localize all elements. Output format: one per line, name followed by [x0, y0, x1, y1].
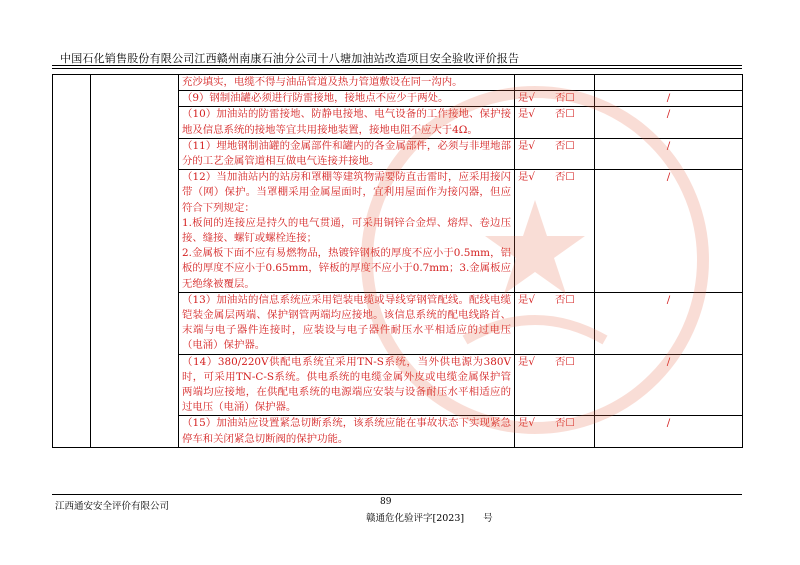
remark-slash: /	[595, 354, 743, 416]
no-checkbox: 否☐	[555, 108, 575, 121]
no-checkbox: 否☐	[555, 293, 575, 306]
result-cell	[515, 354, 595, 416]
remark-slash: /	[595, 416, 743, 447]
yes-mark: 是√	[518, 293, 536, 306]
remark-slash: /	[595, 138, 743, 169]
col-index-cell	[53, 75, 91, 448]
checklist-table	[52, 74, 743, 448]
document-reference: 赣通危化验评字[2023] 号	[366, 513, 493, 524]
no-checkbox: 否☐	[555, 417, 575, 430]
remark-slash: /	[595, 170, 743, 293]
requirement-text: （15）加油站应设置紧急切断系统，该系统应能在事故状态下实现紧急停车和关闭紧急切断阀的保护功能。	[179, 416, 515, 447]
requirement-text: （14）380/220V供配电系统宜采用TN-S系统，当外供电源为380V时，可采用TN-C-S系统。供电系统的电缆金属外皮或电缆金属保护管两端均应接地，在供配电系统的电源端应安装与设备耐压水平相适应的过电压（电涌）保护器。	[179, 354, 515, 416]
yes-mark: 是√	[518, 92, 536, 105]
remark-slash: /	[595, 91, 743, 107]
yes-mark: 是√	[518, 417, 536, 430]
result-cell	[515, 170, 595, 293]
requirement-text: （11）埋地钢制油罐的金属部件和罐内的各金属部件，必须与非埋地部分的工艺金属管道相互做电气连接并接地。	[179, 138, 515, 169]
no-checkbox: 否☐	[555, 139, 575, 152]
result-cell	[515, 138, 595, 169]
requirement-text: （10）加油站的防雷接地、防静电接地、电气设备的工作接地、保护接地及信息系统的接地等宜共用接地装置，接地电阻不应大于4Ω。	[179, 107, 515, 138]
result-cell	[515, 107, 595, 138]
no-checkbox: 否☐	[555, 355, 575, 368]
requirement-text: （12）当加油站内的站房和罩棚等建筑物需要防直击雷时，应采用接闪带（网）保护。当罩棚采用金属屋面时，宜利用屋面作为接闪器，但应符合下列规定： 1.板间的连接应是持久的电气贯通，可采用铜锌合金焊、熔焊、卷边压接、缝接、螺钉或螺栓连接； 2.金属板下面不应有易燃物品，热镀锌钢板的厚度不应小于0.5mm，铝板的厚度不应小于0.65mm，锌板的厚度不应小于0.7mm；3.金属板应无绝缘被覆层。	[179, 170, 515, 293]
no-checkbox: 否☐	[555, 171, 575, 184]
yes-mark: 是√	[518, 108, 536, 121]
remark-slash: /	[595, 292, 743, 354]
footer-company: 江西通安安全评价有限公司	[55, 501, 170, 512]
header-rule-top	[52, 65, 742, 66]
no-checkbox: 否☐	[555, 92, 575, 105]
result-cell	[515, 91, 595, 107]
result-cell	[515, 416, 595, 447]
remark-slash: /	[595, 107, 743, 138]
footer-rule	[52, 494, 742, 495]
requirement-text: 充沙填实，电缆不得与油品管道及热力管道敷设在同一沟内。	[179, 75, 515, 91]
header-rule-bottom	[52, 68, 742, 69]
col-item-cell	[91, 75, 179, 448]
result-cell	[515, 75, 595, 91]
requirement-text: （9）钢制油罐必须进行防雷接地，接地点不应少于两处。	[179, 91, 515, 107]
requirement-text: （13）加油站的信息系统应采用铠装电缆或导线穿钢管配线。配线电缆铠装金属层两端、保护钢管两端均应接地。该信息系统的配电线路首、末端与电子器件连接时，应装设与电子器件耐压水平相适应的过电压（电涌）保护器。	[179, 292, 515, 354]
page-number: 89	[380, 497, 392, 507]
result-cell	[515, 292, 595, 354]
table-row	[53, 75, 743, 91]
yes-mark: 是√	[518, 171, 536, 184]
yes-mark: 是√	[518, 139, 536, 152]
remark-cell	[595, 75, 743, 91]
report-header-title: 中国石化销售股份有限公司江西赣州南康石油分公司十八塘加油站改造项目安全验收评价报告	[60, 52, 520, 65]
yes-mark: 是√	[518, 355, 536, 368]
